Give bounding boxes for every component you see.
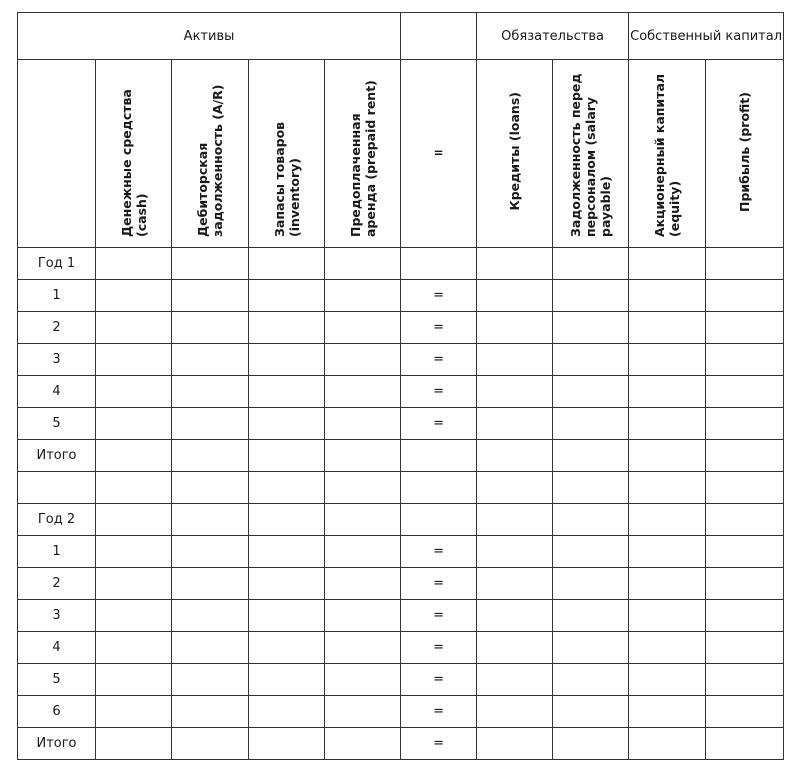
cash-cell[interactable]	[96, 696, 172, 728]
cash-cell[interactable]	[96, 568, 172, 600]
equity-group-header: Собственный капитал	[629, 13, 784, 60]
ar-cell[interactable]	[172, 248, 249, 280]
equity-cell[interactable]	[629, 504, 706, 536]
inventory-cell[interactable]	[249, 568, 325, 600]
salary-cell[interactable]	[553, 504, 629, 536]
profit-cell[interactable]	[706, 664, 784, 696]
table-row	[18, 280, 784, 312]
loans-cell[interactable]	[477, 504, 553, 536]
table-body	[18, 248, 784, 760]
prepaid-cell[interactable]	[325, 472, 401, 504]
inventory-cell[interactable]	[249, 408, 325, 440]
ar-cell[interactable]	[172, 312, 249, 344]
table-row	[18, 504, 784, 536]
loans-cell[interactable]	[477, 472, 553, 504]
salary-cell[interactable]	[553, 696, 629, 728]
prepaid-cell[interactable]	[325, 504, 401, 536]
ar-cell[interactable]	[172, 536, 249, 568]
equals-sign: =	[401, 312, 477, 344]
row-label: 3	[18, 344, 96, 376]
loans-cell[interactable]	[477, 408, 553, 440]
profit-cell[interactable]	[706, 280, 784, 312]
salary-cell[interactable]	[553, 376, 629, 408]
ar-column-label: Дебиторская задолженность (A/R)	[195, 84, 225, 237]
cash-cell[interactable]	[96, 248, 172, 280]
profit-cell[interactable]	[706, 344, 784, 376]
cash-cell[interactable]	[96, 504, 172, 536]
equity-cell[interactable]	[629, 696, 706, 728]
profit-cell[interactable]	[706, 600, 784, 632]
inventory-column-header	[249, 60, 325, 248]
row-label: 5	[18, 664, 96, 696]
loans-cell[interactable]	[477, 568, 553, 600]
equity-cell[interactable]	[629, 440, 706, 472]
prepaid-column-label: Предоплаченная аренда (prepaid rent)	[347, 80, 378, 237]
equals-sign: =	[401, 344, 477, 376]
profit-cell[interactable]	[706, 472, 784, 504]
prepaid-cell[interactable]	[325, 632, 401, 664]
inventory-column-label: Запасы товаров (inventory)	[271, 121, 302, 237]
cash-cell[interactable]	[96, 408, 172, 440]
ar-cell[interactable]	[172, 568, 249, 600]
table-row	[18, 568, 784, 600]
inventory-cell[interactable]	[249, 728, 325, 760]
row-label: 1	[18, 536, 96, 568]
salary-column-label: Задолженность перед персоналом (salary payable)	[568, 73, 614, 237]
cash-cell[interactable]	[96, 440, 172, 472]
table-row	[18, 536, 784, 568]
cash-cell[interactable]	[96, 600, 172, 632]
equals-sign: =	[401, 408, 477, 440]
equals-sign: =	[401, 664, 477, 696]
salary-cell[interactable]	[553, 728, 629, 760]
balance-sheet-table	[17, 12, 784, 760]
inventory-cell[interactable]	[249, 632, 325, 664]
row-label: 6	[18, 696, 96, 728]
prepaid-cell[interactable]	[325, 696, 401, 728]
loans-column-label: Кредиты (loans)	[507, 92, 523, 211]
ar-cell[interactable]	[172, 664, 249, 696]
equals-column-label: =	[433, 146, 444, 160]
profit-cell[interactable]	[706, 504, 784, 536]
row-label: 1	[18, 280, 96, 312]
profit-cell[interactable]	[706, 632, 784, 664]
equity-cell[interactable]	[629, 568, 706, 600]
ar-cell[interactable]	[172, 504, 249, 536]
profit-cell[interactable]	[706, 568, 784, 600]
loans-cell[interactable]	[477, 312, 553, 344]
profit-cell[interactable]	[706, 248, 784, 280]
inventory-cell[interactable]	[249, 600, 325, 632]
ar-cell[interactable]	[172, 376, 249, 408]
profit-cell[interactable]	[706, 408, 784, 440]
inventory-cell[interactable]	[249, 472, 325, 504]
inventory-cell[interactable]	[249, 344, 325, 376]
prepaid-cell[interactable]	[325, 568, 401, 600]
inventory-cell[interactable]	[249, 312, 325, 344]
cash-cell[interactable]	[96, 280, 172, 312]
equals-sign: =	[401, 728, 477, 760]
equals-sign: =	[401, 376, 477, 408]
loans-cell[interactable]	[477, 280, 553, 312]
cash-cell[interactable]	[96, 344, 172, 376]
prepaid-cell[interactable]	[325, 280, 401, 312]
prepaid-cell[interactable]	[325, 440, 401, 472]
prepaid-cell[interactable]	[325, 248, 401, 280]
profit-column-label: Прибыль (profit)	[737, 91, 753, 212]
equity-cell[interactable]	[629, 728, 706, 760]
loans-cell[interactable]	[477, 440, 553, 472]
equals-sign: =	[401, 696, 477, 728]
profit-cell[interactable]	[706, 440, 784, 472]
cash-cell[interactable]	[96, 472, 172, 504]
equity-cell[interactable]	[629, 472, 706, 504]
ar-cell[interactable]	[172, 632, 249, 664]
equity-column-label: Акционерный капитал (equity)	[652, 73, 683, 237]
row-label: 2	[18, 312, 96, 344]
equity-cell[interactable]	[629, 312, 706, 344]
salary-cell[interactable]	[553, 568, 629, 600]
equals-sign	[401, 440, 477, 472]
salary-cell[interactable]	[553, 248, 629, 280]
prepaid-cell[interactable]	[325, 408, 401, 440]
assets-group-header: Активы	[18, 13, 401, 60]
salary-cell[interactable]	[553, 344, 629, 376]
ar-cell[interactable]	[172, 696, 249, 728]
salary-cell[interactable]	[553, 472, 629, 504]
inventory-cell[interactable]	[249, 248, 325, 280]
loans-cell[interactable]	[477, 728, 553, 760]
salary-cell[interactable]	[553, 536, 629, 568]
row-label: Итого	[18, 440, 96, 472]
profit-cell[interactable]	[706, 312, 784, 344]
prepaid-column-header	[325, 60, 401, 248]
loans-cell[interactable]	[477, 632, 553, 664]
loans-cell[interactable]	[477, 696, 553, 728]
equity-cell[interactable]	[629, 632, 706, 664]
loans-cell[interactable]	[477, 536, 553, 568]
table-row	[18, 664, 784, 696]
ar-cell[interactable]	[172, 728, 249, 760]
equity-cell[interactable]	[629, 408, 706, 440]
cash-cell[interactable]	[96, 536, 172, 568]
inventory-cell[interactable]	[249, 504, 325, 536]
liabilities-group-header: Обязательства	[477, 13, 629, 60]
cash-cell[interactable]	[96, 376, 172, 408]
row-label: Итого	[18, 728, 96, 760]
equals-sign: =	[401, 280, 477, 312]
prepaid-cell[interactable]	[325, 600, 401, 632]
cash-cell[interactable]	[96, 632, 172, 664]
inventory-cell[interactable]	[249, 440, 325, 472]
cash-cell[interactable]	[96, 312, 172, 344]
table-row	[18, 248, 784, 280]
ar-cell[interactable]	[172, 472, 249, 504]
loans-column-header	[477, 60, 553, 248]
equals-sign	[401, 248, 477, 280]
equity-cell[interactable]	[629, 376, 706, 408]
prepaid-cell[interactable]	[325, 728, 401, 760]
salary-cell[interactable]	[553, 280, 629, 312]
table-row	[18, 344, 784, 376]
salary-cell[interactable]	[553, 600, 629, 632]
table-row	[18, 728, 784, 760]
loans-cell[interactable]	[477, 600, 553, 632]
ar-cell[interactable]	[172, 408, 249, 440]
prepaid-cell[interactable]	[325, 312, 401, 344]
ar-cell[interactable]	[172, 280, 249, 312]
cash-cell[interactable]	[96, 728, 172, 760]
equity-column-header	[629, 60, 706, 248]
cash-column-header	[96, 60, 172, 248]
inventory-cell[interactable]	[249, 696, 325, 728]
prepaid-cell[interactable]	[325, 664, 401, 696]
equals-column-header	[401, 60, 477, 248]
table-row	[18, 696, 784, 728]
prepaid-cell[interactable]	[325, 376, 401, 408]
cash-column-label: Денежные средства (cash)	[118, 89, 149, 237]
loans-cell[interactable]	[477, 248, 553, 280]
row-label: 2	[18, 568, 96, 600]
salary-column-header	[553, 60, 629, 248]
profit-cell[interactable]	[706, 728, 784, 760]
salary-cell[interactable]	[553, 408, 629, 440]
equals-group-header	[401, 13, 477, 60]
equals-sign: =	[401, 568, 477, 600]
salary-cell[interactable]	[553, 664, 629, 696]
ar-column-header	[172, 60, 249, 248]
equals-sign	[401, 472, 477, 504]
equals-sign: =	[401, 600, 477, 632]
inventory-cell[interactable]	[249, 536, 325, 568]
equity-cell[interactable]	[629, 280, 706, 312]
ar-cell[interactable]	[172, 344, 249, 376]
table-row	[18, 440, 784, 472]
row-label: Год 1	[18, 248, 96, 280]
loans-cell[interactable]	[477, 344, 553, 376]
row-label: 4	[18, 632, 96, 664]
equals-sign	[401, 504, 477, 536]
profit-cell[interactable]	[706, 536, 784, 568]
loans-cell[interactable]	[477, 664, 553, 696]
ar-cell[interactable]	[172, 440, 249, 472]
profit-cell[interactable]	[706, 376, 784, 408]
row-label: 4	[18, 376, 96, 408]
inventory-cell[interactable]	[249, 376, 325, 408]
table-row	[18, 376, 784, 408]
equals-sign: =	[401, 536, 477, 568]
salary-cell[interactable]	[553, 440, 629, 472]
inventory-cell[interactable]	[249, 280, 325, 312]
row-label: Год 2	[18, 504, 96, 536]
row-label	[18, 472, 96, 504]
cash-cell[interactable]	[96, 664, 172, 696]
equity-cell[interactable]	[629, 600, 706, 632]
profit-cell[interactable]	[706, 696, 784, 728]
loans-cell[interactable]	[477, 376, 553, 408]
inventory-cell[interactable]	[249, 664, 325, 696]
equals-sign: =	[401, 632, 477, 664]
row-label: 5	[18, 408, 96, 440]
table-row	[18, 600, 784, 632]
profit-column-header	[706, 60, 784, 248]
row-label-header	[18, 60, 96, 248]
table-row	[18, 312, 784, 344]
table-row	[18, 408, 784, 440]
row-label: 3	[18, 600, 96, 632]
salary-cell[interactable]	[553, 312, 629, 344]
equity-cell[interactable]	[629, 536, 706, 568]
table-row	[18, 472, 784, 504]
salary-cell[interactable]	[553, 632, 629, 664]
equity-cell[interactable]	[629, 664, 706, 696]
table-row	[18, 632, 784, 664]
prepaid-cell[interactable]	[325, 536, 401, 568]
prepaid-cell[interactable]	[325, 344, 401, 376]
equity-cell[interactable]	[629, 344, 706, 376]
equity-cell[interactable]	[629, 248, 706, 280]
ar-cell[interactable]	[172, 600, 249, 632]
